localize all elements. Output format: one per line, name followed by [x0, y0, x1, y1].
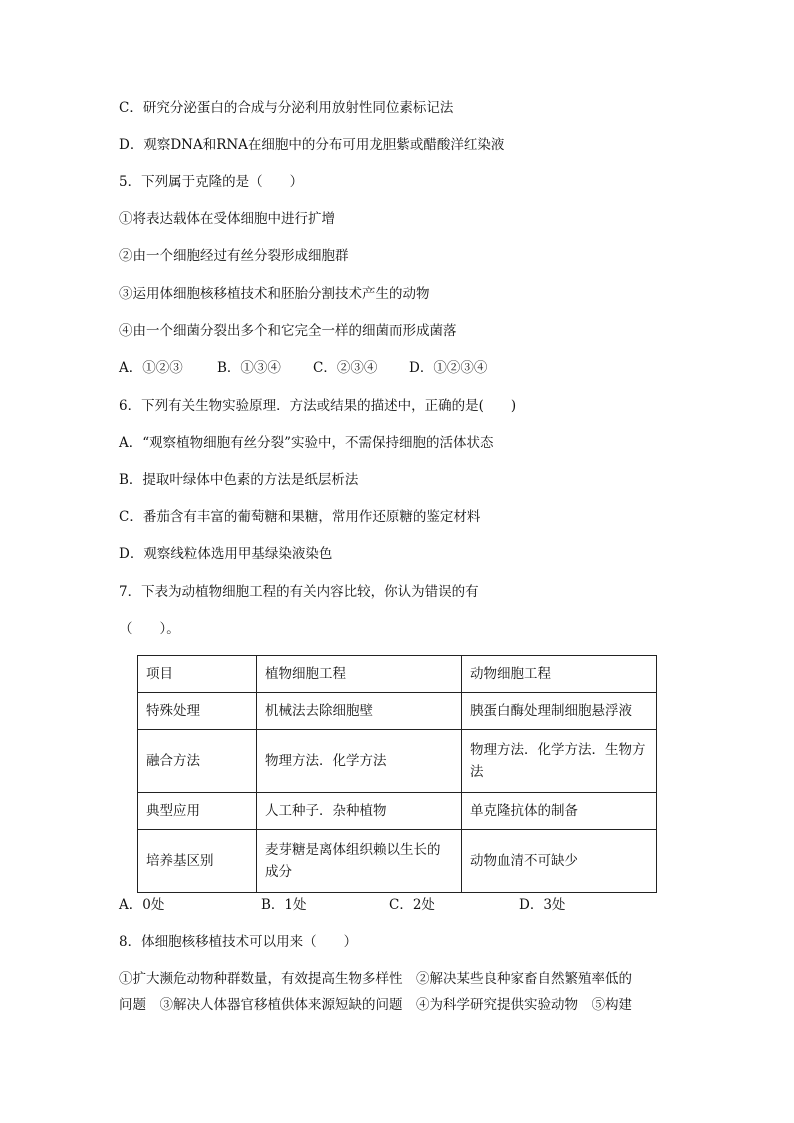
q7-blank: （ ）。	[119, 621, 180, 637]
q8-statements-line-1: ①扩大濒危动物种群数量，有效提高生物多样性 ②解决某些良种家畜自然繁殖率低的	[119, 971, 632, 987]
q5-option-b: B．①③④	[217, 360, 281, 376]
table-cell: 特殊处理	[138, 693, 257, 730]
table-header-row	[138, 656, 657, 693]
table-cell: 物理方法．化学方法．生物方法	[462, 730, 657, 793]
q4-option-c: C．研究分泌蛋白的合成与分泌利用放射性同位素标记法	[119, 100, 454, 116]
table-header-cell: 动物细胞工程	[462, 656, 657, 693]
q7-option-b: B．1处	[261, 897, 307, 913]
table-row	[138, 730, 657, 793]
q5-statement-1: ①将表达载体在受体细胞中进行扩增	[119, 211, 335, 227]
table-cell: 机械法去除细胞壁	[257, 693, 462, 730]
table-cell: 典型应用	[138, 793, 257, 830]
table-cell: 人工种子．杂种植物	[257, 793, 462, 830]
q5-statement-2: ②由一个细胞经过有丝分裂形成细胞群	[119, 248, 349, 264]
q7-options	[119, 895, 565, 915]
q8-statements-line-2: 问题 ③解决人体器官移植供体来源短缺的问题 ④为科学研究提供实验动物 ⑤构建	[119, 997, 632, 1013]
q7-option-a: A．0处	[119, 897, 165, 913]
q5-statement-4: ④由一个细菌分裂出多个和它完全一样的细菌而形成菌落	[119, 323, 457, 339]
table-row	[138, 793, 657, 830]
table-cell: 胰蛋白酶处理制细胞悬浮液	[462, 693, 657, 730]
q5-option-a: A．①②③	[119, 360, 183, 376]
table-header-cell: 植物细胞工程	[257, 656, 462, 693]
q7-option-c: C．2处	[389, 897, 435, 913]
q6-option-d: D．观察线粒体选用甲基绿染液染色	[119, 546, 333, 562]
table-cell: 动物血清不可缺少	[462, 830, 657, 893]
q8-stem: 8．体细胞核移植技术可以用来（ ）	[119, 934, 358, 950]
q6-option-a: A．“观察植物细胞有丝分裂”实验中，不需保持细胞的活体状态	[119, 435, 494, 451]
q7-option-d: D．3处	[519, 897, 566, 913]
q5-stem: 5．下列属于克隆的是（ ）	[119, 174, 304, 190]
q5-option-c: C．②③④	[313, 360, 378, 376]
table-cell: 单克隆抗体的制备	[462, 793, 657, 830]
table-header-cell: 项目	[138, 656, 257, 693]
q5-statement-3: ③运用体细胞核移植技术和胚胎分割技术产生的动物	[119, 286, 430, 302]
q6-option-b: B．提取叶绿体中色素的方法是纸层析法	[119, 472, 359, 488]
q7-stem: 7．下表为动植物细胞工程的有关内容比较，你认为错误的有	[119, 584, 479, 600]
q6-stem: 6．下列有关生物实验原理．方法或结果的描述中，正确的是( )	[119, 398, 517, 414]
q5-option-d: D．①②③④	[409, 360, 488, 376]
table-cell: 融合方法	[138, 730, 257, 793]
table-cell: 物理方法．化学方法	[257, 730, 462, 793]
comparison-table	[137, 655, 657, 893]
table-cell: 麦芽糖是离体组织赖以生长的成分	[257, 830, 462, 893]
q4-option-d: D．观察DNA和RNA在细胞中的分布可用龙胆紫或醋酸洋红染液	[119, 137, 505, 153]
table-cell: 培养基区别	[138, 830, 257, 893]
q5-options	[119, 358, 487, 378]
q6-option-c: C．番茄含有丰富的葡萄糖和果糖，常用作还原糖的鉴定材料	[119, 509, 481, 525]
table-row	[138, 693, 657, 730]
table-row	[138, 830, 657, 893]
